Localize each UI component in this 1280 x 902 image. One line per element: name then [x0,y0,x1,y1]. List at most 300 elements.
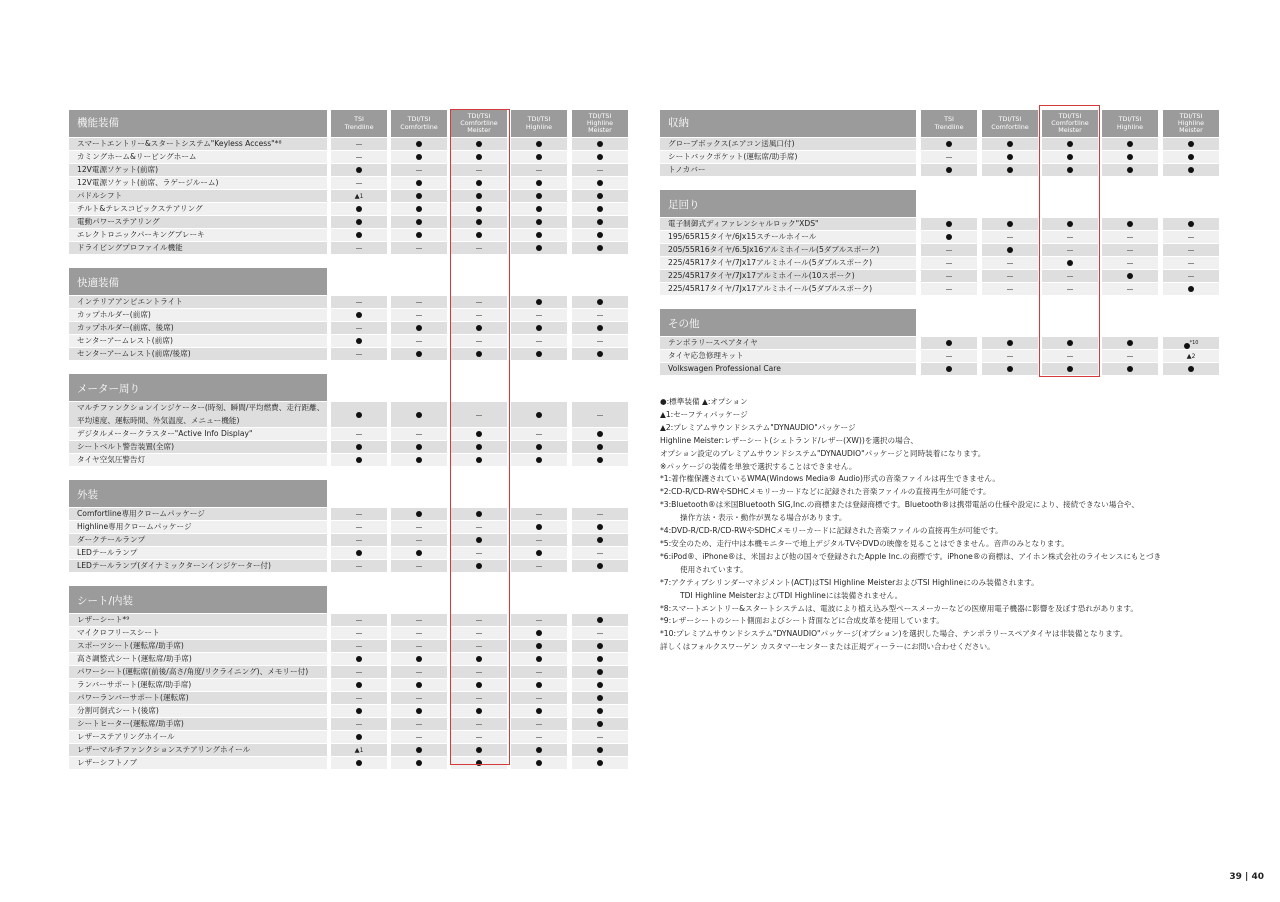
not-available-dash [451,335,507,347]
standard-dot-icon [572,151,628,163]
standard-dot-icon [451,757,507,769]
not-available-dash [391,560,447,572]
standard-dot-icon [451,229,507,241]
not-available-dash [331,627,387,639]
option-value: ▲2 [1163,350,1219,362]
standard-dot-icon [331,679,387,691]
footnote-line: *2:CD-R/CD-RWやSDHCメモリーカードなどに記録された音楽ファイルの直接再生が可能です。 [660,487,991,497]
standard-dot-icon [511,705,567,717]
standard-dot-icon [451,138,507,150]
row-label: スマートエントリー&スタートシステム"Keyless Access"*⁸ [69,138,327,150]
standard-dot-icon [921,231,977,243]
standard-dot-icon [511,640,567,652]
not-available-dash [511,718,567,730]
left-column-header: TDI/TSI Highline [511,110,567,137]
standard-dot-icon [511,177,567,189]
standard-dot-icon [1102,337,1158,349]
not-available-dash [331,296,387,308]
standard-dot-icon [391,151,447,163]
standard-dot-icon [1042,151,1098,163]
footnote-line: *5:安全のため、走行中は本機モニターで地上デジタルTVやDVDの映像を見ることはできません。音声のみとなります。 [660,538,1069,548]
standard-dot-icon [451,428,507,440]
standard-dot-icon [1102,164,1158,176]
not-available-dash [511,164,567,176]
standard-dot-icon [391,744,447,756]
not-available-dash [1163,257,1219,269]
not-available-dash [331,614,387,626]
standard-dot-icon [511,296,567,308]
not-available-dash [572,402,628,427]
row-label: ドライビングプロファイル機能 [69,242,327,254]
standard-dot-icon [1163,138,1219,150]
row-label: 12V電源ソケット(前席、ラゲージルーム) [69,177,327,189]
standard-dot-icon [511,679,567,691]
footnote-line: オプション設定のプレミアムサウンドシステム"DYNAUDIO"パッケージと同時装着になります。 [660,448,986,458]
standard-dot-icon [391,216,447,228]
standard-dot-icon [982,138,1038,150]
standard-dot-icon [331,335,387,347]
not-available-dash [451,627,507,639]
standard-dot-icon [511,242,567,254]
standard-dot-icon [391,402,447,427]
standard-dot-icon [331,454,387,466]
standard-dot-icon [391,653,447,665]
not-available-dash [921,151,977,163]
footnote-line: *6:iPod®、iPhone®は、米国および他の国々で登録されたApple Inc.の商標です。iPhone®の商標は、アイホン株式会社のライセンスにもとづき [660,551,1162,561]
standard-dot-icon [1163,283,1219,295]
footnote-line: Highline Meister:レザーシート(シェトランド/レザー(XW))を選択の場合、 [660,435,918,445]
not-available-dash [451,731,507,743]
standard-dot-icon [511,653,567,665]
standard-dot-icon [572,138,628,150]
footnotes [660,396,1220,654]
standard-dot-icon [331,309,387,321]
right-column-header: TDI/TSI Comfortline [982,110,1038,137]
not-available-dash [1102,231,1158,243]
standard-dot-icon [391,203,447,215]
row-label: 205/55R16タイヤ/6.5Jx16アルミホイール(5ダブルスポーク) [660,244,916,256]
not-available-dash [331,640,387,652]
right-section-title: その他 [660,309,916,336]
standard-dot-icon [572,216,628,228]
standard-dot-icon [511,547,567,559]
standard-dot-icon [451,203,507,215]
standard-dot-icon [1042,138,1098,150]
standard-dot-icon [921,337,977,349]
standard-dot-icon [921,164,977,176]
standard-dot-icon [982,164,1038,176]
not-available-dash [511,666,567,678]
not-available-dash [572,731,628,743]
not-available-dash [511,309,567,321]
option-value: *10 [1163,337,1219,349]
row-label: エレクトロニックパーキングブレーキ [69,229,327,241]
row-label: カップホルダー(前席、後席) [69,322,327,334]
not-available-dash [331,534,387,546]
standard-dot-icon [451,454,507,466]
standard-dot-icon [331,547,387,559]
standard-dot-icon [391,705,447,717]
row-label: 225/45R17タイヤ/7Jx17アルミホイール(10スポーク) [660,270,916,282]
row-label: 225/45R17タイヤ/7Jx17アルミホイール(5ダブルスポーク) [660,257,916,269]
row-label: パワーランバーサポート(運転席) [69,692,327,704]
standard-dot-icon [572,640,628,652]
row-label: レザーシート*⁹ [69,614,327,626]
standard-dot-icon [1163,363,1219,375]
row-label: シートバックポケット(運転席/助手席) [660,151,916,163]
not-available-dash [331,521,387,533]
standard-dot-icon [511,757,567,769]
standard-dot-icon [572,666,628,678]
row-label: インテリアアンビエントライト [69,296,327,308]
not-available-dash [921,350,977,362]
standard-dot-icon [1042,164,1098,176]
not-available-dash [331,177,387,189]
not-available-dash [451,402,507,427]
standard-dot-icon [982,218,1038,230]
not-available-dash [391,521,447,533]
standard-dot-icon [391,679,447,691]
not-available-dash [451,164,507,176]
not-available-dash [391,309,447,321]
standard-dot-icon [391,454,447,466]
not-available-dash [331,242,387,254]
standard-dot-icon [572,560,628,572]
not-available-dash [451,521,507,533]
standard-dot-icon [1102,138,1158,150]
row-label: レザーステアリングホイール [69,731,327,743]
standard-dot-icon [511,744,567,756]
not-available-dash [982,350,1038,362]
standard-dot-icon [921,138,977,150]
standard-dot-icon [451,744,507,756]
standard-dot-icon [511,229,567,241]
standard-dot-icon [391,190,447,202]
not-available-dash [451,309,507,321]
standard-dot-icon [451,705,507,717]
not-available-dash [391,692,447,704]
left-column-header: TDI/TSI Comfortline [391,110,447,137]
right-section-title: 足回り [660,190,916,217]
standard-dot-icon [511,322,567,334]
footnote-line: 操作方法・表示・動作が異なる場合があります。 [680,513,847,523]
not-available-dash [921,244,977,256]
standard-dot-icon [1042,218,1098,230]
left-section-title: 機能装備 [69,110,327,137]
row-label: センターアームレスト(前席/後席) [69,348,327,360]
row-label: Comfortline専用クロームパッケージ [69,508,327,520]
not-available-dash [572,627,628,639]
footnote-line: ※パッケージの装備を単独で選択することはできません。 [660,461,857,471]
footnote-line: ●:標準装備 ▲:オプション [660,397,748,406]
footnote-line: *4:DVD-R/CD-R/CD-RWやSDHCメモリーカードに記録された音楽ファイルの直接再生が可能です。 [660,526,1003,536]
standard-dot-icon [572,322,628,334]
standard-dot-icon [511,454,567,466]
not-available-dash [391,627,447,639]
row-label: レザーマルチファンクションステアリングホイール [69,744,327,756]
footnote-line: 使用されています。 [680,564,748,574]
not-available-dash [331,138,387,150]
not-available-dash [511,614,567,626]
row-label: LEDテールランプ(ダイナミックターンインジケーター付) [69,560,327,572]
standard-dot-icon [921,363,977,375]
row-label: カップホルダー(前席) [69,309,327,321]
standard-dot-icon [511,216,567,228]
footnote-line: *8:スマートエントリー&スタートシステムは、電波により植え込み型ペースメーカーなどの医療用電子機器に影響を及ぼす恐れがあります。 [660,603,1138,613]
row-label: シートベルト警告装置(全席) [69,441,327,453]
row-label: 225/45R17タイヤ/7Jx17アルミホイール(5ダブルスポーク) [660,283,916,295]
standard-dot-icon [572,744,628,756]
row-label: シートヒーター(運転席/助手席) [69,718,327,730]
standard-dot-icon [1102,270,1158,282]
standard-dot-icon [982,337,1038,349]
not-available-dash [1042,244,1098,256]
not-available-dash [511,731,567,743]
standard-dot-icon [451,151,507,163]
standard-dot-icon [572,190,628,202]
not-available-dash [1102,350,1158,362]
not-available-dash [391,666,447,678]
standard-dot-icon [331,705,387,717]
standard-dot-icon [511,203,567,215]
not-available-dash [921,257,977,269]
standard-dot-icon [391,441,447,453]
standard-dot-icon [331,229,387,241]
not-available-dash [451,692,507,704]
not-available-dash [331,718,387,730]
row-label: チルト&テレスコピックステアリング [69,203,327,215]
standard-dot-icon [572,534,628,546]
not-available-dash [391,428,447,440]
right-column-header: TDI/TSI Comfortline Meister [1042,110,1098,137]
standard-dot-icon [331,653,387,665]
row-label: Highline専用クロームパッケージ [69,521,327,533]
not-available-dash [511,560,567,572]
standard-dot-icon [1042,363,1098,375]
not-available-dash [1042,270,1098,282]
row-label: カミングホーム&リービングホーム [69,151,327,163]
row-label: 12V電源ソケット(前席) [69,164,327,176]
standard-dot-icon [572,705,628,717]
not-available-dash [511,508,567,520]
not-available-dash [572,164,628,176]
row-label: LEDテールランプ [69,547,327,559]
row-label: グローブボックス(エアコン送風口付) [660,138,916,150]
row-label: マルチファンクションインジケーター(時刻、瞬間/平均燃費、走行距離、平均速度、運転時間、外気温度、メニュー機能) [69,402,327,427]
not-available-dash [391,296,447,308]
standard-dot-icon [1163,218,1219,230]
standard-dot-icon [331,216,387,228]
standard-dot-icon [391,177,447,189]
row-label: レザーシフトノブ [69,757,327,769]
option-value: ▲1 [331,744,387,756]
row-label: パワーシート(運転席(前後/高さ/角度/リクライニング)、メモリー付) [69,666,327,678]
page-number: 39 | 40 [1229,872,1264,882]
right-column-header: TSI Trendline [921,110,977,137]
not-available-dash [511,692,567,704]
not-available-dash [1163,244,1219,256]
standard-dot-icon [572,348,628,360]
left-section-title: シート/内装 [69,586,327,613]
not-available-dash [982,231,1038,243]
row-label: タイヤ応急修理キット [660,350,916,362]
standard-dot-icon [511,441,567,453]
not-available-dash [1042,231,1098,243]
footnote-line: 詳しくはフォルクスワーゲン カスタマーセンターまたは正規ディーラーにお問い合わせください。 [660,642,995,652]
right-column-header: TDI/TSI Highline [1102,110,1158,137]
not-available-dash [451,718,507,730]
footnote-line: *9:レザーシートのシート側面およびシート背面などに合成皮革を使用しています。 [660,616,944,626]
standard-dot-icon [572,757,628,769]
standard-dot-icon [572,454,628,466]
not-available-dash [331,508,387,520]
not-available-dash [921,283,977,295]
standard-dot-icon [511,138,567,150]
standard-dot-icon [572,679,628,691]
standard-dot-icon [982,151,1038,163]
standard-dot-icon [511,402,567,427]
standard-dot-icon [451,508,507,520]
not-available-dash [331,428,387,440]
not-available-dash [511,428,567,440]
standard-dot-icon [572,229,628,241]
not-available-dash [451,547,507,559]
standard-dot-icon [921,218,977,230]
not-available-dash [572,309,628,321]
standard-dot-icon [391,757,447,769]
standard-dot-icon [511,521,567,533]
row-label: 195/65R15タイヤ/6Jx15スチールホイール [660,231,916,243]
row-label: Volkswagen Professional Care [660,363,916,375]
standard-dot-icon [451,190,507,202]
row-label: 高さ調整式シート(運転席/助手席) [69,653,327,665]
not-available-dash [391,534,447,546]
row-label: 分割可倒式シート(後席) [69,705,327,717]
footnote-line: ▲2:プレミアムサウンドシステム"DYNAUDIO"パッケージ [660,422,856,432]
standard-dot-icon [572,441,628,453]
row-label: パドルシフト [69,190,327,202]
standard-dot-icon [511,627,567,639]
not-available-dash [1102,244,1158,256]
standard-dot-icon [451,534,507,546]
standard-dot-icon [451,322,507,334]
standard-dot-icon [572,718,628,730]
left-section-title: 快適装備 [69,268,327,295]
footnote-line: *3:Bluetooth®は米国Bluetooth SIG,Inc.の商標または登録商標です。Bluetooth®は携帯電話の仕様や設定により、接続できない場合や、 [660,500,1139,510]
standard-dot-icon [331,164,387,176]
row-label: ランバーサポート(運転席/助手席) [69,679,327,691]
not-available-dash [982,283,1038,295]
standard-dot-icon [391,138,447,150]
not-available-dash [331,322,387,334]
footnote-line: ▲1:セーフティパッケージ [660,409,748,419]
not-available-dash [451,242,507,254]
not-available-dash [511,534,567,546]
standard-dot-icon [572,296,628,308]
not-available-dash [921,270,977,282]
standard-dot-icon [391,229,447,241]
not-available-dash [391,335,447,347]
not-available-dash [331,666,387,678]
row-label: ダークテールランプ [69,534,327,546]
standard-dot-icon [451,560,507,572]
standard-dot-icon [572,653,628,665]
not-available-dash [391,242,447,254]
not-available-dash [391,718,447,730]
standard-dot-icon [331,731,387,743]
standard-dot-icon [1102,218,1158,230]
standard-dot-icon [572,177,628,189]
standard-dot-icon [331,441,387,453]
standard-dot-icon [572,614,628,626]
option-value: ▲1 [331,190,387,202]
standard-dot-icon [511,151,567,163]
footnote-line: *1:著作権保護されているWMA(Windows Media® Audio)形式の音楽ファイルは再生できません。 [660,474,1001,484]
standard-dot-icon [1102,363,1158,375]
standard-dot-icon [331,203,387,215]
standard-dot-icon [572,203,628,215]
not-available-dash [391,640,447,652]
not-available-dash [391,614,447,626]
not-available-dash [572,547,628,559]
standard-dot-icon [331,757,387,769]
not-available-dash [1042,350,1098,362]
standard-dot-icon [391,508,447,520]
row-label: 電動パワーステアリング [69,216,327,228]
left-section-title: 外装 [69,480,327,507]
row-label: 電子制御式ディファレンシャルロック"XDS" [660,218,916,230]
not-available-dash [1163,231,1219,243]
not-available-dash [572,508,628,520]
row-label: センターアームレスト(前席) [69,335,327,347]
standard-dot-icon [572,242,628,254]
standard-dot-icon [572,428,628,440]
standard-dot-icon [1102,151,1158,163]
not-available-dash [982,257,1038,269]
standard-dot-icon [982,244,1038,256]
left-section-title: メーター周り [69,374,327,401]
not-available-dash [331,692,387,704]
standard-dot-icon [451,441,507,453]
left-column-header: TSI Trendline [331,110,387,137]
standard-dot-icon [1042,337,1098,349]
footnote-line: TDI Highline MeisterおよびTDI Highlineには装備されません。 [680,590,903,600]
not-available-dash [1102,283,1158,295]
standard-dot-icon [451,348,507,360]
standard-dot-icon [572,692,628,704]
standard-dot-icon [451,177,507,189]
not-available-dash [331,560,387,572]
not-available-dash [331,151,387,163]
row-label: デジタルメータークラスター"Active Info Display" [69,428,327,440]
not-available-dash [451,640,507,652]
standard-dot-icon [982,363,1038,375]
standard-dot-icon [331,402,387,427]
left-column-header: TDI/TSI Comfortline Meister [451,110,507,137]
not-available-dash [331,348,387,360]
standard-dot-icon [451,653,507,665]
right-column-header: TDI/TSI Highline Meister [1163,110,1219,137]
left-column-header: TDI/TSI Highline Meister [572,110,628,137]
not-available-dash [451,614,507,626]
footnote-line: *7:アクティブシリンダーマネジメント(ACT)はTSI Highline MeisterおよびTSI Highlineにのみ装備されます。 [660,577,1039,587]
not-available-dash [451,296,507,308]
not-available-dash [982,270,1038,282]
row-label: タイヤ空気圧警告灯 [69,454,327,466]
not-available-dash [451,666,507,678]
standard-dot-icon [1163,164,1219,176]
standard-dot-icon [391,547,447,559]
